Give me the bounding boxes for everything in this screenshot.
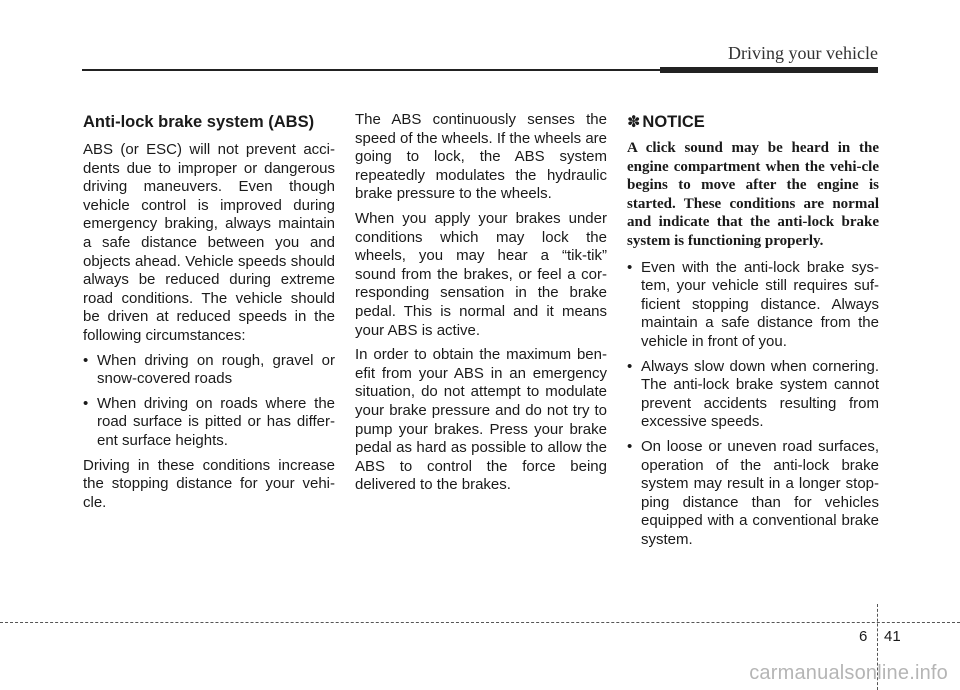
list-item-text: Always slow down when cornering. The anti-lock brake system cannot prevent accidents resulting from excessive speeds. (641, 357, 879, 431)
bullet-icon: • (627, 437, 633, 455)
abs-intro-paragraph: ABS (or ESC) will not prevent acci-dents due to improper or dangerous driving maneuvers. Even though vehicle control is improved during emergency braking, always maintain a safe distance between you and objects ahead. Vehicle speeds should always be reduced during extreme road conditions. The vehicle should be driven at reduced speeds in the following circumstances: (83, 141, 335, 344)
section-header-title: Driving your vehicle (728, 43, 878, 63)
notice-heading-label: NOTICE (642, 113, 705, 131)
abs-conditions-list (83, 352, 335, 451)
list-item (83, 395, 335, 451)
bullet-icon: • (83, 394, 89, 412)
bullet-icon: • (627, 357, 633, 375)
abs-paragraph: In order to obtain the maximum ben-efit from your ABS in an emergency situation, do not attempt to modulate your brake pressure and do not try to pump your brakes. Press your brake pedal as hard as possible to allow the ABS to control the force being delivered to the brakes. (355, 346, 607, 494)
list-item (627, 438, 879, 550)
bullet-icon: • (83, 351, 89, 369)
list-item (627, 259, 879, 352)
watermark-text: carmanualsonline.info (749, 662, 948, 684)
notice-heading (627, 112, 879, 133)
header-tab-bar (660, 67, 878, 73)
asterisk-notice-icon: ✽ (627, 114, 641, 131)
list-item-text: When driving on rough, gravel or snow-covered roads (97, 351, 335, 388)
abs-paragraph: The ABS continuously senses the speed of the wheels. If the wheels are going to lock, the ABS system repeatedly modulates the hydraulic brake pressure to the wheels. (355, 111, 607, 203)
column-abs-intro (83, 111, 335, 518)
abs-heading: Anti-lock brake system (ABS) (83, 113, 315, 131)
list-item-text: Even with the anti-lock brake sys-tem, your vehicle still requires suf-ficient stopping distance. Always maintain a safe distance from the vehicle in front of you. (641, 258, 879, 350)
footer-dashed-rule (0, 622, 960, 623)
abs-closing-paragraph: Driving in these conditions increase the stopping distance for your vehi-cle. (83, 456, 335, 511)
page-number: 41 (884, 628, 901, 645)
list-item-text: On loose or uneven road surfaces, operation of the anti-lock brake system may result in a longer stop-ping distance than for vehicles equipped with a conventional brake system. (641, 437, 879, 548)
list-item (627, 358, 879, 432)
chapter-number: 6 (859, 628, 868, 645)
abs-paragraph: When you apply your brakes under conditions which may lock the wheels, you may hear a “tik-tik” sound from the brakes, or feel a cor-responding sensation in the brake pedal. This is normal and it means your ABS is active. (355, 209, 607, 339)
column-notice (627, 111, 879, 555)
bullet-icon: • (627, 258, 633, 276)
notice-body: A click sound may be heard in the engine compartment when the vehi-cle begins to move after the engine is started. These conditions are normal and indicate that the anti-lock brake system is functioning properly. (627, 140, 879, 249)
notice-bullet-list (627, 259, 879, 550)
column-abs-operation (355, 111, 607, 501)
list-item-text: When driving on roads where the road surface is pitted or has differ-ent surface heights. (97, 394, 335, 449)
list-item (83, 352, 335, 389)
